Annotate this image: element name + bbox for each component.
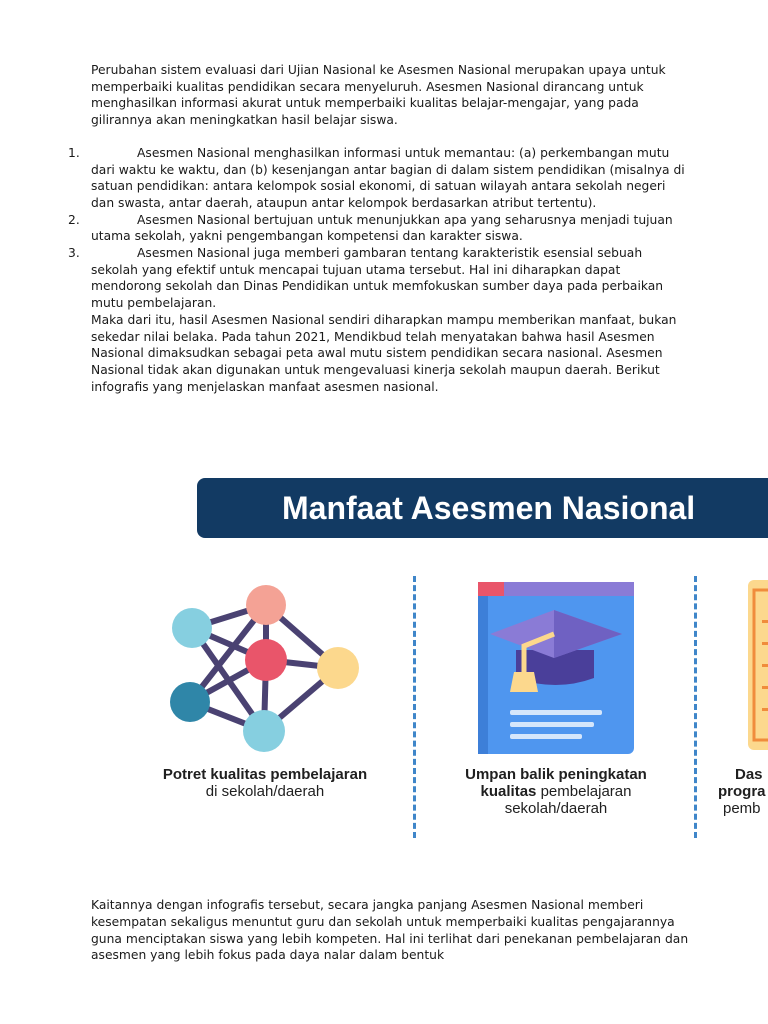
infographic <box>0 468 768 848</box>
list-item: 2. Asesmen Nasional bertujuan untuk menunjukkan apa yang seharusnya menjadi tujuan utama sekolah, yakni pengembangan kompetensi dan karakter siswa. <box>68 212 673 244</box>
document-body <box>68 62 691 395</box>
graduation-book-icon <box>476 580 636 756</box>
closing-paragraph: Kaitannya dengan infografis tersebut, secara jangka panjang Asesmen Nasional memberi kesempatan sekaligus menuntut guru dan sekolah untuk memperbaiki kualitas pengajarannya guna menciptakan siswa yang lebih kompeten. Hal ini terlihat dari penekanan pembelajaran dan asesmen yang lebih fokus pada daya nalar dalam bentuk <box>91 898 689 963</box>
after-list-paragraph: Maka dari itu, hasil Asesmen Nasional sendiri diharapkan mampu memberikan manfaat, bukan sekedar nilai belaka. Pada tahun 2021, Mendikbud telah menyatakan bahwa hasil Asesmen Nasional dimaksudkan sebagai peta awal mutu sistem pendidikan secara nasional. Asesmen Nasional tidak akan digunakan untuk mengevaluasi kinerja sekolah maupun daerah. Berikut infografis yang menjelaskan manfaat asesmen nasional. <box>91 312 677 394</box>
benefit-caption: Umpan balik peningkatan kualitas pembelajaran sekolah/daerah <box>465 766 647 817</box>
numbered-list <box>68 145 691 312</box>
infographic-title: Manfaat Asesmen Nasional <box>197 478 768 538</box>
network-nodes-icon <box>160 578 370 758</box>
benefit-caption: Potret kualitas pembelajaran di sekolah/daerah <box>162 766 368 800</box>
document-list-icon <box>748 580 768 750</box>
list-item: 3. Asesmen Nasional juga memberi gambaran tentang karakteristik esensial sebuah sekolah yang efektif untuk mencapai tujuan utama tersebut. Hal ini diharapkan dapat mendorong sekolah dan Dinas Pendidikan untuk memfokuskan sumber daya pada perbaikan mutu pembelajaran. <box>68 246 664 311</box>
benefit-caption: Das progra pemb <box>718 766 766 817</box>
list-item: 1. Asesmen Nasional menghasilkan informasi untuk memantau: (a) perkembangan mutu dari waktu ke waktu, dan (b) kesenjangan antar bagian di dalam sistem pendidikan (misalnya di satuan pendidikan: antara kelompok sosial ekonomi, di satuan wilayah antara sekolah negeri dan swasta, antar daerah, ataupun antar kelompok berdasarkan atribut tertentu). <box>68 145 685 210</box>
intro-paragraph: Perubahan sistem evaluasi dari Ujian Nasional ke Asesmen Nasional merupakan upaya untuk memperbaiki kualitas pendidikan secara menyeluruh. Asesmen Nasional dirancang untuk menghasilkan informasi akurat untuk memperbaiki kualitas belajar-mengajar, yang pada gilirannya akan meningkatkan hasil belajar siswa. <box>91 63 666 128</box>
